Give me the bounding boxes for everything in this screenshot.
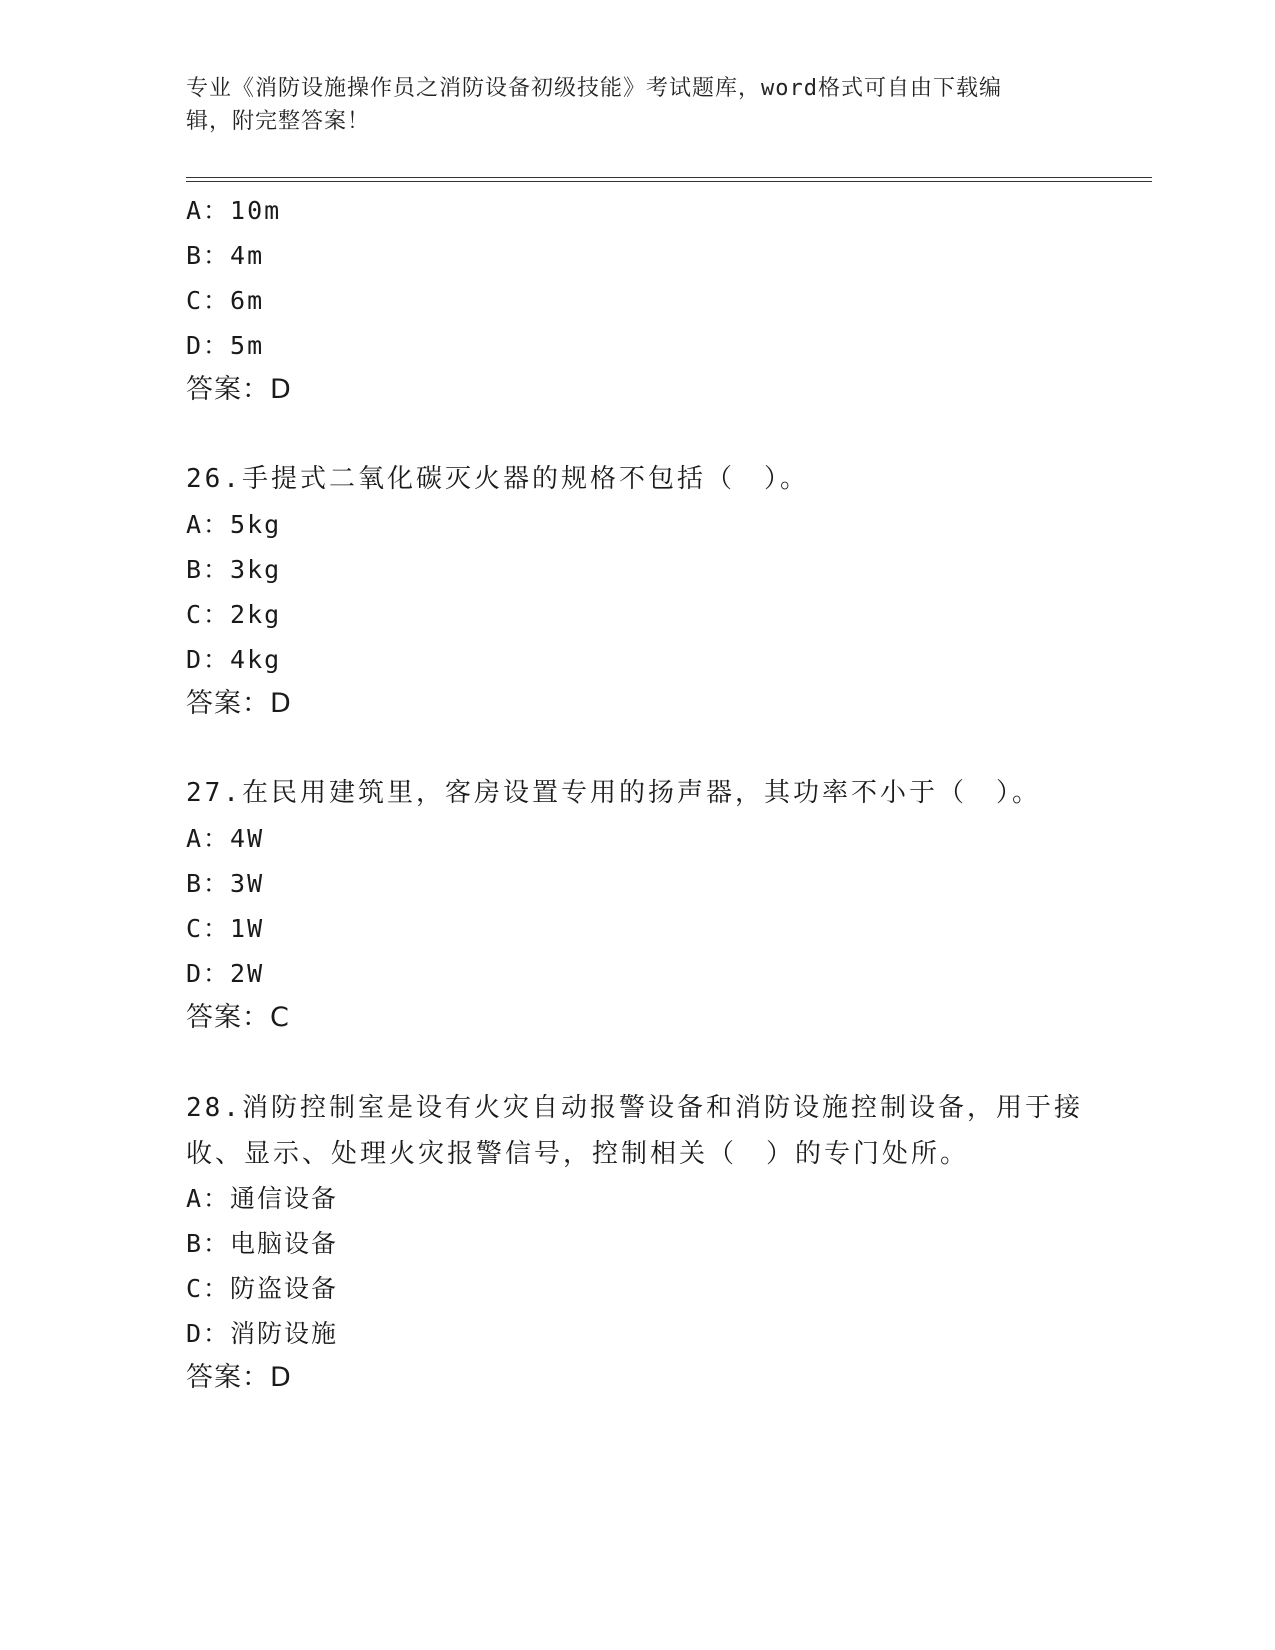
document-header: [186, 72, 1086, 138]
q25-option-b: B：4m: [186, 241, 265, 270]
q28-option-b: B：电脑设备: [186, 1229, 339, 1258]
q28-answer: 答案：D: [186, 1362, 292, 1393]
q27-option-d: D：2W: [186, 959, 265, 988]
q26-question: 26.手提式二氧化碳灭火器的规格不包括（ ）。: [186, 464, 809, 494]
q26-option-a: A：5kg: [186, 510, 282, 539]
q26-option-c: C：2kg: [186, 600, 282, 629]
q27-option-b: B：3W: [186, 869, 265, 898]
header-divider-bottom: [186, 181, 1152, 182]
q28-question-line-1: 28.消防控制室是设有火灾自动报警设备和消防设施控制设备，用于接: [186, 1093, 1083, 1123]
q26-answer: 答案：D: [186, 688, 292, 719]
header-divider-top: [186, 177, 1152, 178]
q28-option-a: A：通信设备: [186, 1184, 339, 1213]
q27-option-a: A：4W: [186, 824, 265, 853]
q25-option-d: D：5m: [186, 331, 265, 360]
q27-question: 27.在民用建筑里，客房设置专用的扬声器，其功率不小于（ ）。: [186, 778, 1041, 808]
q25-option-a: A：10m: [186, 196, 282, 225]
q26-option-b: B：3kg: [186, 555, 282, 584]
q25-option-c: C：6m: [186, 286, 265, 315]
q26-option-d: D：4kg: [186, 645, 282, 674]
header-line-1: 专业《消防设施操作员之消防设备初级技能》考试题库，word格式可自由下载编: [186, 76, 1002, 101]
q28-question-line-2: 收、显示、处理火灾报警信号，控制相关（ ）的专门处所。: [186, 1139, 970, 1169]
q28-option-d: D：消防设施: [186, 1319, 339, 1348]
q27-option-c: C：1W: [186, 914, 265, 943]
q27-answer: 答案：C: [186, 1002, 290, 1033]
q28-option-c: C：防盗设备: [186, 1274, 339, 1303]
q25-answer: 答案：D: [186, 374, 292, 405]
header-line-2: 辑，附完整答案！: [186, 109, 371, 134]
